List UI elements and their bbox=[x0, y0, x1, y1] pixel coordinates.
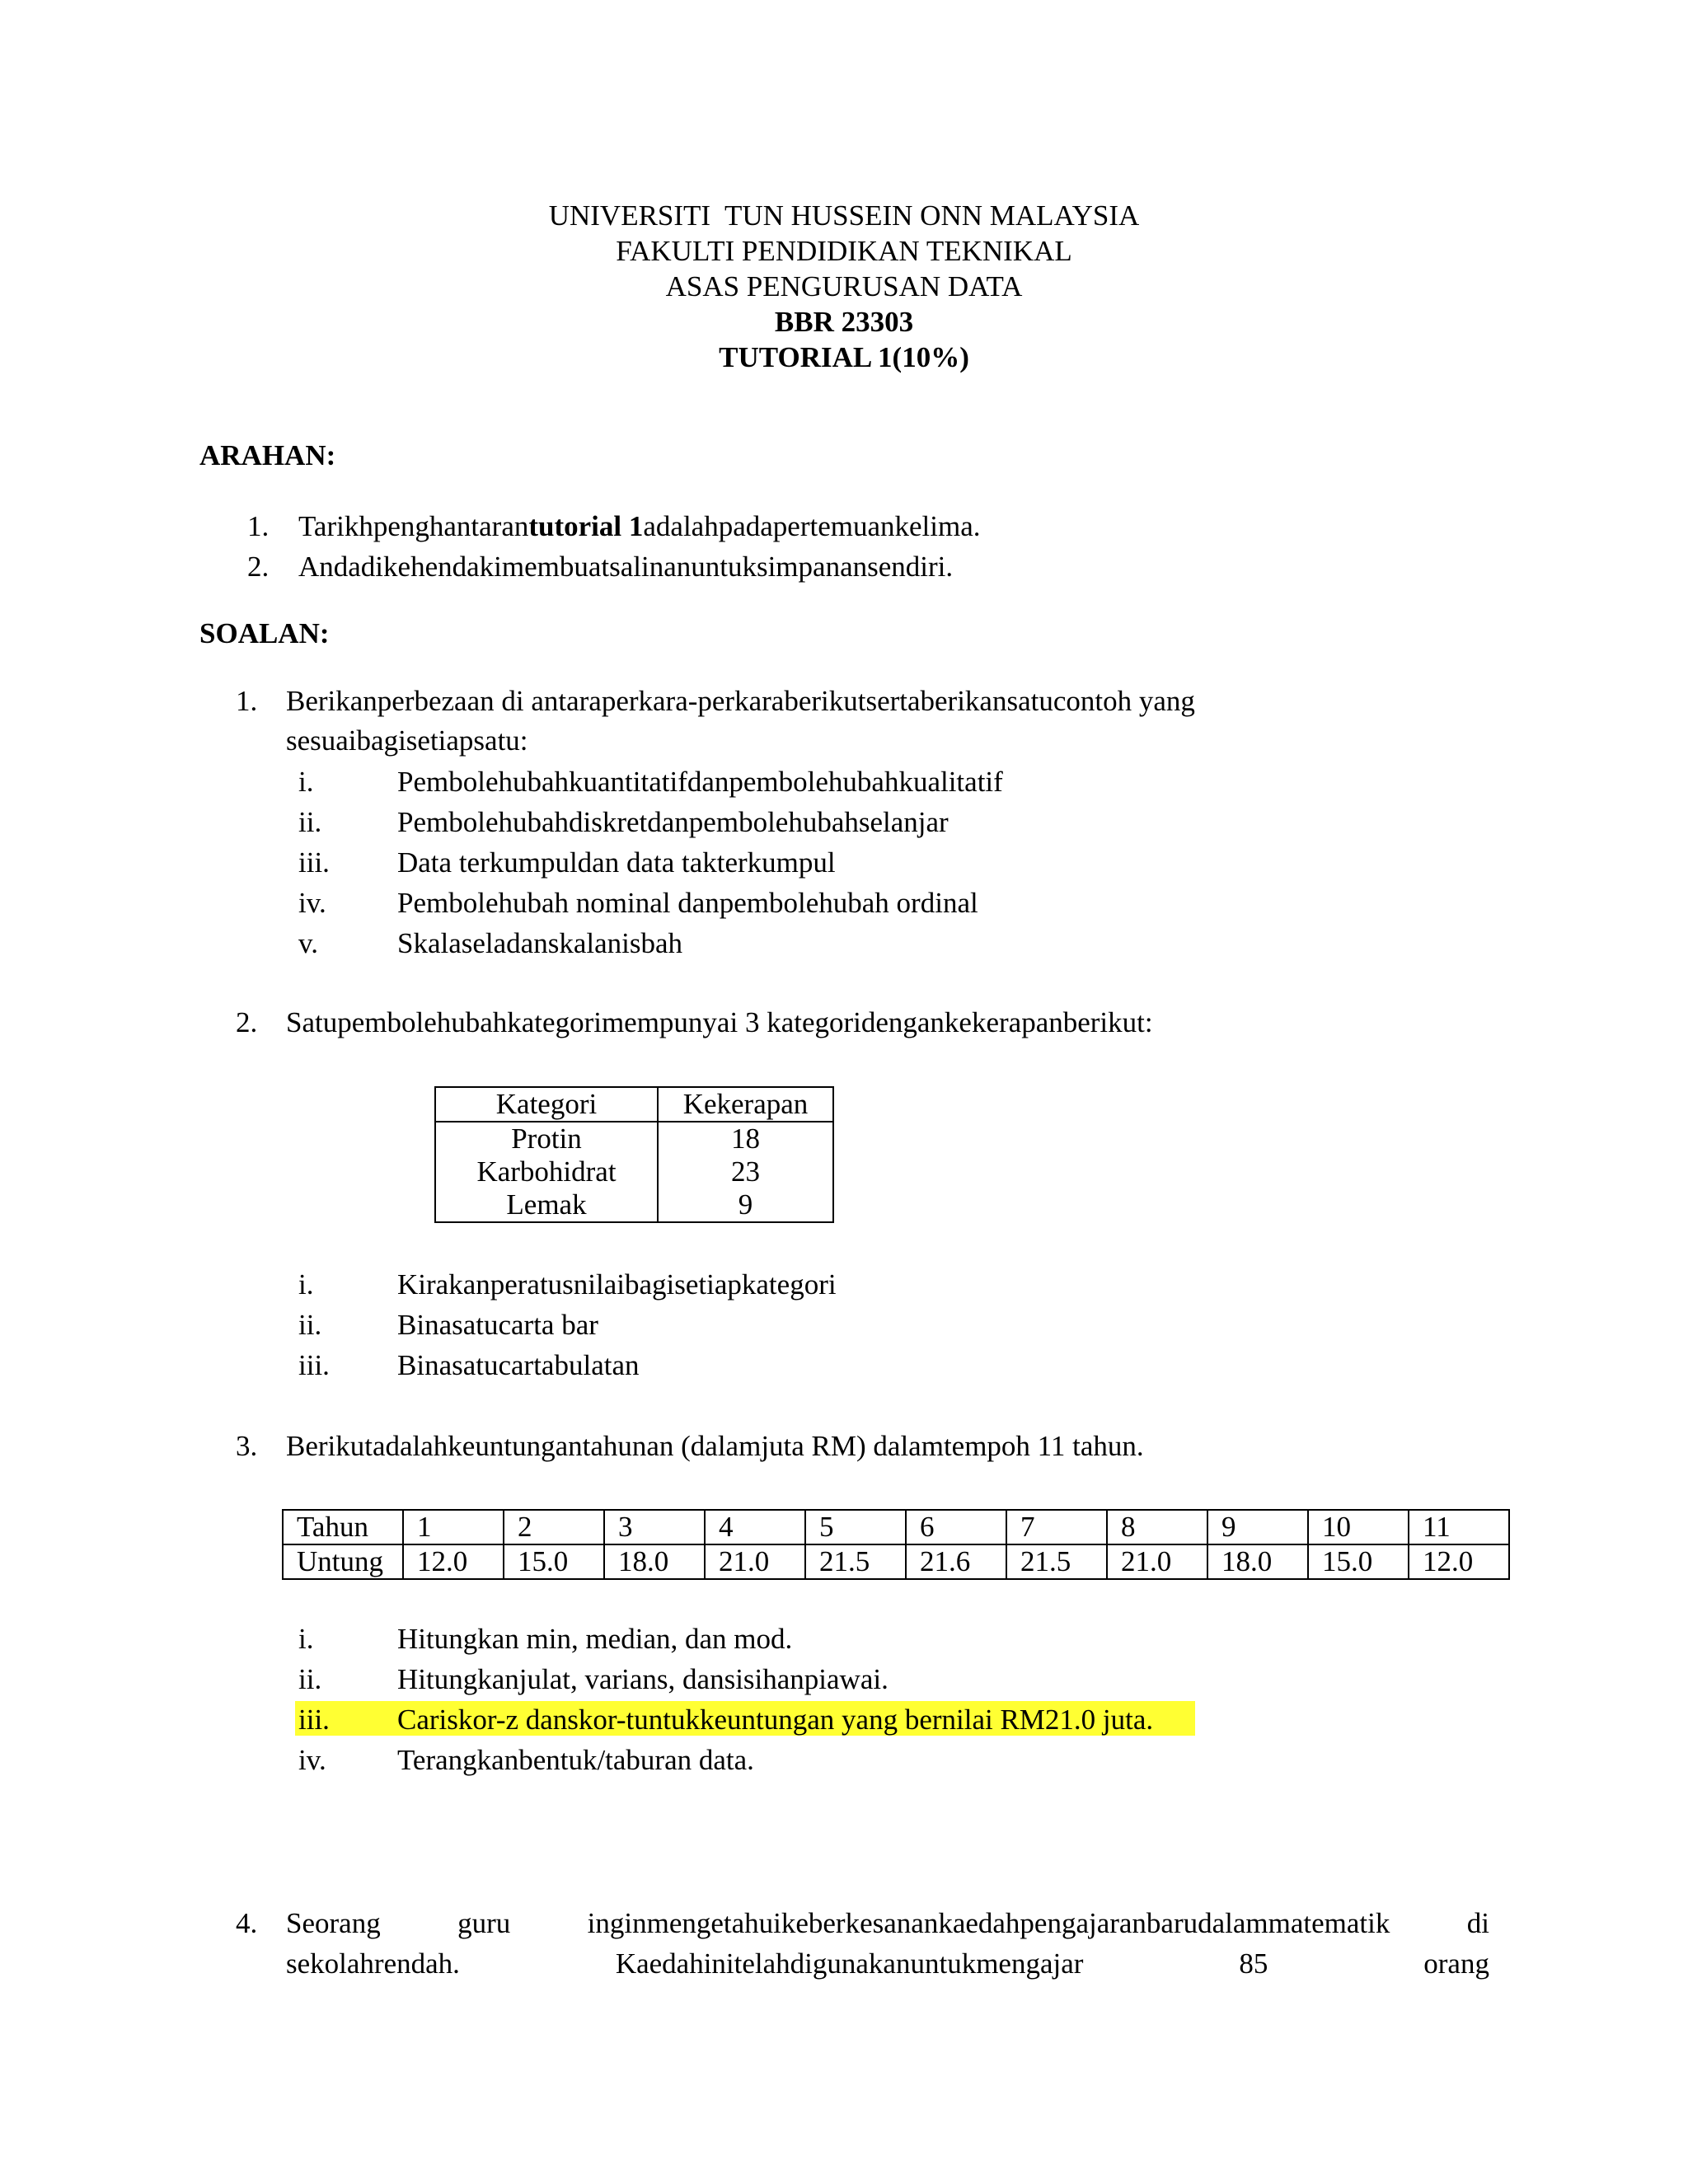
q1-sub-5-text: Skalaseladanskalanisbah bbox=[397, 927, 683, 959]
q4-word: di bbox=[1466, 1907, 1489, 1939]
q1-sub-4-roman: iv. bbox=[298, 887, 326, 919]
frequency-table bbox=[434, 1086, 834, 1223]
table-row bbox=[435, 1155, 833, 1188]
table-cell: 6 bbox=[906, 1510, 1006, 1544]
course-code: BBR 23303 bbox=[774, 306, 914, 338]
table-cell: 10 bbox=[1308, 1510, 1409, 1544]
table-cell: Karbohidrat bbox=[435, 1155, 658, 1188]
q1-sub-2-roman: ii. bbox=[298, 806, 322, 838]
q1-sub-3-text: Data terkumpuldan data takterkumpul bbox=[397, 846, 836, 879]
profit-table bbox=[282, 1509, 1510, 1580]
table-cell: Protin bbox=[435, 1122, 658, 1155]
table-row bbox=[435, 1188, 833, 1222]
arahan-item-2-number: 2. bbox=[247, 551, 270, 583]
q4-word: Seorang bbox=[286, 1907, 381, 1939]
table-cell: 21.5 bbox=[1006, 1544, 1107, 1579]
table-cell: 8 bbox=[1107, 1510, 1207, 1544]
frequency-table-header-frequency: Kekerapan bbox=[658, 1087, 833, 1122]
document-header bbox=[0, 198, 1688, 375]
profit-table-year-label: Tahun bbox=[283, 1510, 403, 1544]
table-cell: 11 bbox=[1409, 1510, 1509, 1544]
table-cell: 4 bbox=[705, 1510, 805, 1544]
q3-sub-1-text: Hitungkan min, median, dan mod. bbox=[397, 1623, 793, 1655]
question-1-line-2: sesuaibagisetiapsatu: bbox=[286, 724, 528, 757]
q3-sub-4-text: Terangkanbentuk/taburan data. bbox=[397, 1744, 754, 1776]
table-row bbox=[283, 1510, 1509, 1544]
q1-sub-3-roman: iii. bbox=[298, 846, 330, 879]
question-3-text: Berikutadalahkeuntungantahunan (dalamjuta RM) dalamtempoh 11 tahun. bbox=[286, 1430, 1144, 1462]
table-cell: 2 bbox=[504, 1510, 604, 1544]
q2-sub-1-roman: i. bbox=[298, 1268, 314, 1301]
q4-word: sekolahrendah. bbox=[286, 1947, 460, 1980]
q3-sub-1-roman: i. bbox=[298, 1623, 314, 1655]
arahan-item-1-pre: Tarikhpenghantaran bbox=[298, 510, 529, 542]
q2-sub-1-text: Kirakanperatusnilaibagisetiapkategori bbox=[397, 1268, 837, 1301]
table-cell: 18.0 bbox=[604, 1544, 705, 1579]
q3-sub-3-text: Cariskor-z danskor-tuntukkeuntungan yang bernilai RM21.0 juta. bbox=[397, 1704, 1154, 1736]
question-1-line-1: Berikanperbezaan di antaraperkara-perkaraberikutsertaberikansatucontoh yang bbox=[286, 685, 1195, 717]
q1-sub-4-text: Pembolehubah nominal danpembolehubah ordinal bbox=[397, 887, 978, 919]
question-1-number: 1. bbox=[236, 685, 258, 717]
q2-sub-3-text: Binasatucartabulatan bbox=[397, 1349, 640, 1381]
arahan-item-1 bbox=[298, 509, 981, 544]
q3-sub-2-text: Hitungkanjulat, varians, dansisihanpiawai. bbox=[397, 1663, 889, 1695]
q4-word: inginmengetahuikeberkesanankaedahpengajaranbarudalammatematik bbox=[587, 1907, 1390, 1939]
question-2-text: Satupembolehubahkategorimempunyai 3 kategoridengankekerapanberikut: bbox=[286, 1006, 1153, 1038]
question-4-number: 4. bbox=[236, 1907, 258, 1939]
table-cell: 9 bbox=[1207, 1510, 1308, 1544]
table-cell: 21.0 bbox=[705, 1544, 805, 1579]
faculty-name: FAKULTI PENDIDIKAN TEKNIKAL bbox=[616, 235, 1072, 267]
arahan-item-2: Andadikehendakimembuatsalinanuntuksimpanansendiri. bbox=[298, 551, 954, 583]
table-cell: 12.0 bbox=[403, 1544, 504, 1579]
table-cell: 7 bbox=[1006, 1510, 1107, 1544]
arahan-item-1-post: adalahpadapertemuankelima. bbox=[643, 510, 981, 542]
tutorial-title: TUTORIAL 1(10%) bbox=[719, 341, 969, 373]
arahan-item-1-number: 1. bbox=[247, 510, 270, 542]
frequency-table-header-row bbox=[435, 1087, 833, 1122]
question-4-line-2 bbox=[286, 1947, 1489, 1981]
table-cell: 18.0 bbox=[1207, 1544, 1308, 1579]
table-cell: 15.0 bbox=[504, 1544, 604, 1579]
table-cell: 9 bbox=[658, 1188, 833, 1222]
q1-sub-1-roman: i. bbox=[298, 766, 314, 798]
q4-word: Kaedahinitelahdigunakanuntukmengajar bbox=[615, 1947, 1084, 1980]
table-cell: 21.0 bbox=[1107, 1544, 1207, 1579]
profit-table-profit-label: Untung bbox=[283, 1544, 403, 1579]
table-cell: 12.0 bbox=[1409, 1544, 1509, 1579]
table-cell: 5 bbox=[805, 1510, 906, 1544]
q4-word: guru bbox=[457, 1907, 511, 1939]
question-2-number: 2. bbox=[236, 1006, 258, 1038]
table-cell: 15.0 bbox=[1308, 1544, 1409, 1579]
q4-word: 85 bbox=[1239, 1947, 1268, 1980]
q4-word: orang bbox=[1423, 1947, 1489, 1980]
q2-sub-2-roman: ii. bbox=[298, 1309, 322, 1341]
table-cell: 3 bbox=[604, 1510, 705, 1544]
table-cell: 21.5 bbox=[805, 1544, 906, 1579]
q3-sub-3-roman: iii. bbox=[298, 1704, 330, 1736]
q3-sub-4-roman: iv. bbox=[298, 1744, 326, 1776]
q3-sub-2-roman: ii. bbox=[298, 1663, 322, 1695]
q2-sub-3-roman: iii. bbox=[298, 1349, 330, 1381]
frequency-table-header-category: Kategori bbox=[435, 1087, 658, 1122]
arahan-heading: ARAHAN: bbox=[199, 439, 336, 471]
q2-sub-2-text: Binasatucarta bar bbox=[397, 1309, 598, 1341]
soalan-heading: SOALAN: bbox=[199, 617, 330, 649]
table-cell: 23 bbox=[658, 1155, 833, 1188]
q1-sub-2-text: Pembolehubahdiskretdanpembolehubahselanjar bbox=[397, 806, 949, 838]
q1-sub-5-roman: v. bbox=[298, 927, 318, 959]
course-name: ASAS PENGURUSAN DATA bbox=[665, 270, 1023, 302]
table-row bbox=[283, 1544, 1509, 1579]
table-cell: 18 bbox=[658, 1122, 833, 1155]
table-row bbox=[435, 1122, 833, 1155]
table-cell: 1 bbox=[403, 1510, 504, 1544]
question-3-number: 3. bbox=[236, 1430, 258, 1462]
arahan-item-1-bold: tutorial 1 bbox=[528, 510, 644, 542]
university-name: UNIVERSITI TUN HUSSEIN ONN MALAYSIA bbox=[548, 199, 1140, 232]
question-4-line-1 bbox=[286, 1906, 1489, 1941]
q1-sub-1-text: Pembolehubahkuantitatifdanpembolehubahkualitatif bbox=[397, 766, 1003, 798]
table-cell: 21.6 bbox=[906, 1544, 1006, 1579]
table-cell: Lemak bbox=[435, 1188, 658, 1222]
